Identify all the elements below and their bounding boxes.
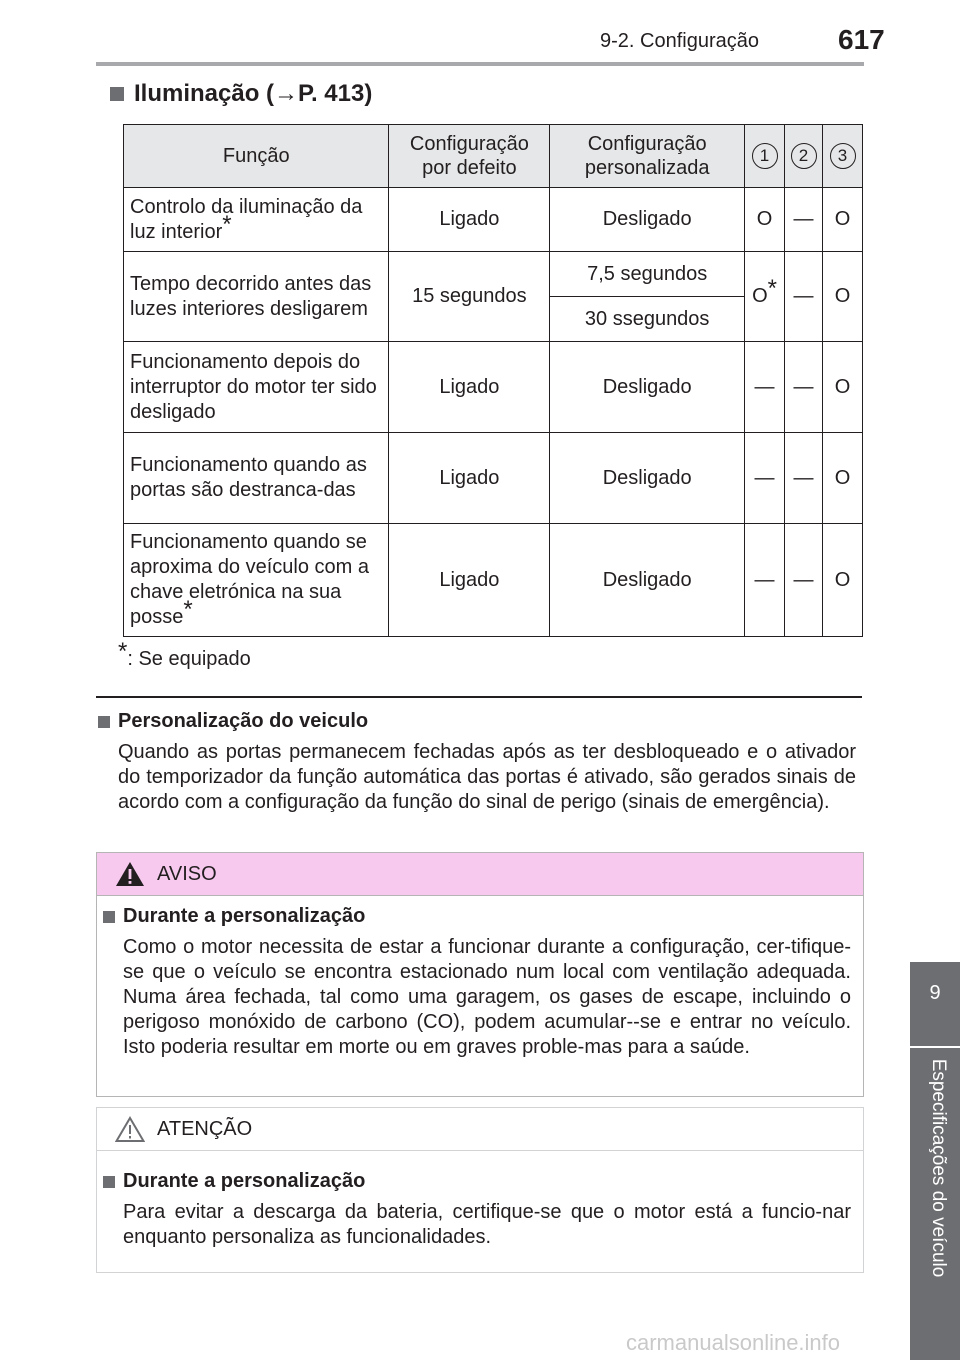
circled-number-3: 3 — [830, 143, 856, 169]
cell-function: Funcionamento quando se aproxima do veículo com a chave eletrónica na sua posse* — [124, 524, 389, 637]
cell-col-2: — — [785, 188, 823, 252]
warning-body: Como o motor necessita de estar a funcionar durante a configuração, cer-tifique-se que o veículo se encontra estacionado num local com ventilação adequada. Numa área fechada, tal como uma garagem, os gases de escape, incluindo o perigoso monóxido de carbono (CO), podem acumular--se e entrar no veículo. Isto poderia resultar em morte ou em graves proble-mas para a saúde. — [123, 936, 851, 1058]
header-function: Função — [124, 125, 389, 188]
cell-custom: Desligado — [550, 524, 745, 637]
asterisk: * — [222, 210, 232, 238]
warning-label: AVISO — [157, 863, 217, 885]
settings-table — [123, 124, 863, 637]
header-col-2 — [785, 125, 823, 188]
cell-col-1: O* — [745, 252, 785, 342]
square-bullet-icon — [98, 716, 110, 728]
table-header-row — [124, 125, 863, 188]
caution-header — [97, 1108, 863, 1151]
cell-custom: Desligado — [550, 342, 745, 433]
cell-col-1: — — [745, 342, 785, 433]
cell-col-1: O — [745, 188, 785, 252]
warning-subtitle: Durante a personalização — [103, 905, 365, 928]
circled-number-2: 2 — [791, 143, 817, 169]
caution-subtitle: Durante a personalização — [103, 1170, 365, 1193]
cell-custom: Desligado — [550, 188, 745, 252]
header-col-3 — [823, 125, 863, 188]
cell-default: Ligado — [389, 342, 550, 433]
cell-default: Ligado — [389, 188, 550, 252]
cell-col-3: O — [823, 433, 863, 524]
header-default: Configuração por defeito — [389, 125, 550, 188]
cell-function: Funcionamento quando as portas são destranca-das — [124, 433, 389, 524]
asterisk: * — [118, 638, 128, 666]
footnote-text: : Se equipado — [127, 648, 251, 670]
warning-header — [97, 853, 863, 896]
watermark: carmanualsonline.info — [626, 1330, 841, 1355]
table-row — [124, 524, 863, 637]
chapter-number: 9 — [929, 982, 941, 1004]
cell-col-1: — — [745, 524, 785, 637]
caution-box — [96, 1107, 864, 1273]
square-bullet-icon — [103, 911, 115, 923]
caution-triangle-icon — [115, 1116, 145, 1142]
cell-function: Controlo da iluminação da luz interior* — [124, 188, 389, 252]
footnote — [118, 638, 251, 671]
tab-divider — [910, 1046, 960, 1048]
cell-col-1: — — [745, 433, 785, 524]
page-number: 617 — [838, 24, 885, 55]
section-title — [110, 80, 372, 108]
asterisk: * — [183, 596, 193, 624]
section-title-text: Iluminação (→P. 413) — [134, 80, 373, 107]
square-bullet-icon — [103, 1176, 115, 1188]
cell-custom: 7,5 segundos — [550, 252, 745, 297]
personalization-body: Quando as portas permanecem fechadas após as ter desbloqueado e o ativador do temporizador da função automática das portas é ativado, são gerados sinais de acordo com a configuração da função do sinal de perigo (sinais de emergência). — [118, 741, 856, 813]
header-col-1 — [745, 125, 785, 188]
section-divider — [96, 696, 862, 698]
cell-col-2: — — [785, 252, 823, 342]
caution-label: ATENÇÃO — [157, 1118, 253, 1140]
warning-box — [96, 852, 864, 1097]
page-header — [0, 0, 960, 60]
cell-custom: Desligado — [550, 433, 745, 524]
circled-number-1: 1 — [752, 143, 778, 169]
chapter-label: Especificações do veículo — [928, 1058, 949, 1278]
square-bullet-icon — [110, 87, 124, 101]
header-custom: Configuração personalizada — [550, 125, 745, 188]
section-heading: 9-2. Configuração — [600, 30, 759, 52]
warning-triangle-icon — [115, 861, 145, 887]
cell-default: 15 segundos — [389, 252, 550, 342]
cell-col-3: O — [823, 252, 863, 342]
cell-function: Tempo decorrido antes das luzes interiores desligarem — [124, 252, 389, 342]
cell-default: Ligado — [389, 433, 550, 524]
cell-col-3: O — [823, 188, 863, 252]
caution-body: Para evitar a descarga da bateria, certifique-se que o motor está a funcio-nar enquanto personaliza as funcionalidades. — [123, 1201, 851, 1248]
table-row — [124, 433, 863, 524]
table-row — [124, 252, 863, 297]
cell-col-2: — — [785, 524, 823, 637]
asterisk: * — [767, 275, 777, 303]
cell-col-3: O — [823, 524, 863, 637]
cell-custom: 30 ssegundos — [550, 297, 745, 342]
cell-default: Ligado — [389, 524, 550, 637]
table-row — [124, 342, 863, 433]
table-row — [124, 188, 863, 252]
cell-col-2: — — [785, 342, 823, 433]
cell-function: Funcionamento depois do interruptor do motor ter sido desligado — [124, 342, 389, 433]
header-divider — [96, 62, 864, 66]
cell-col-2: — — [785, 433, 823, 524]
cell-col-3: O — [823, 342, 863, 433]
personalization-title: Personalização do veiculo — [98, 710, 368, 733]
